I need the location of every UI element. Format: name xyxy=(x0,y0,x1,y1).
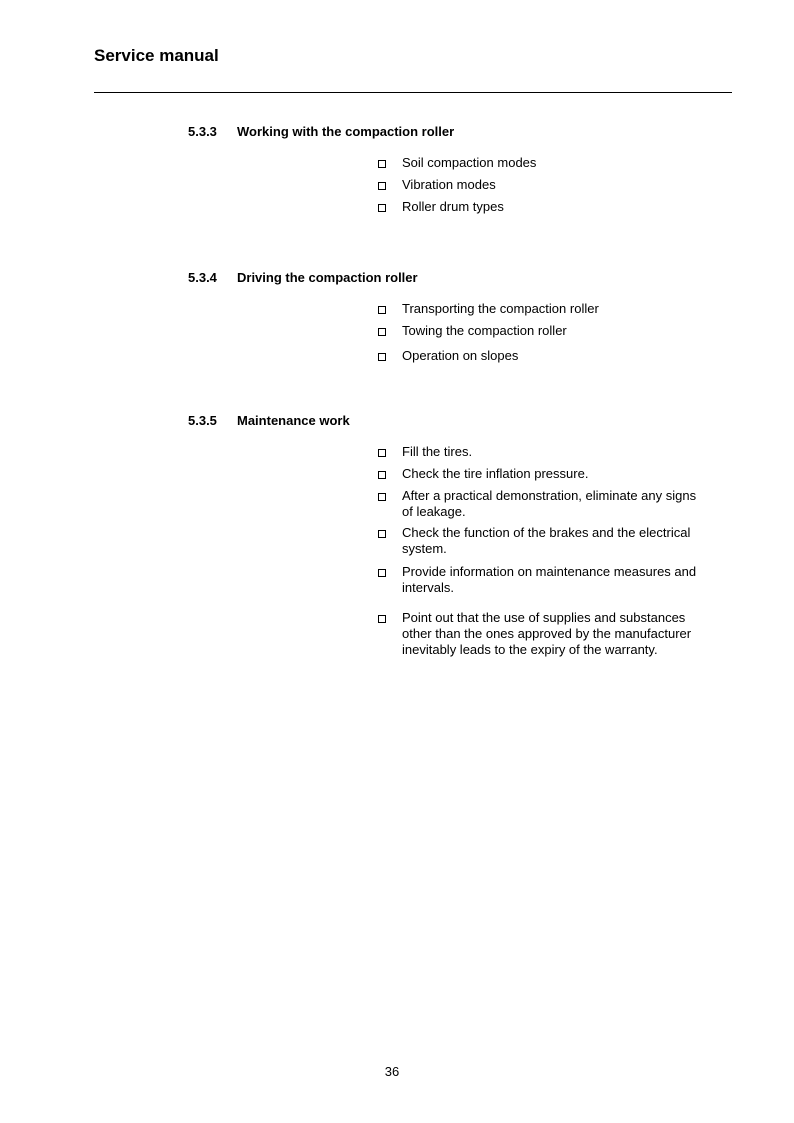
list-item-text: Point out that the use of supplies and substances other than the ones approved by the manufacturer inevitably leads to the expiry of the warranty. xyxy=(402,610,692,657)
checkbox-square-icon xyxy=(378,569,386,577)
list-item xyxy=(378,610,708,658)
section-heading xyxy=(188,413,350,428)
list-item-text: Roller drum types xyxy=(402,199,504,214)
list-item xyxy=(378,301,708,317)
checkbox-square-icon xyxy=(378,615,386,623)
list-item-text: Provide information on maintenance measures and intervals. xyxy=(402,564,697,595)
list-item-text: Operation on slopes xyxy=(402,348,519,363)
list-item xyxy=(378,323,708,339)
checkbox-square-icon xyxy=(378,306,386,314)
checkbox-square-icon xyxy=(378,449,386,457)
list-item-text: Transporting the compaction roller xyxy=(402,301,599,316)
checkbox-square-icon xyxy=(378,204,386,212)
page-number: 36 xyxy=(384,1064,400,1079)
list-item xyxy=(378,466,708,482)
list-item-text: Vibration modes xyxy=(402,177,496,192)
header-divider xyxy=(94,92,732,93)
list-item-text: Fill the tires. xyxy=(402,444,473,459)
section-number: 5.3.3 xyxy=(188,124,217,139)
checkbox-square-icon xyxy=(378,471,386,479)
list-item xyxy=(378,564,708,596)
checkbox-square-icon xyxy=(378,182,386,190)
section-title: Maintenance work xyxy=(237,413,350,428)
list-item xyxy=(378,488,708,520)
list-item xyxy=(378,525,708,557)
list-item xyxy=(378,177,708,193)
list-item xyxy=(378,155,708,171)
checkbox-square-icon xyxy=(378,160,386,168)
page-title: Service manual xyxy=(94,46,219,65)
section-number: 5.3.5 xyxy=(188,413,217,428)
checkbox-square-icon xyxy=(378,493,386,501)
list-item-text: Check the function of the brakes and the electrical system. xyxy=(402,525,691,556)
list-item xyxy=(378,348,708,364)
list-item-text: Towing the compaction roller xyxy=(402,323,567,338)
section-heading xyxy=(188,270,418,285)
list-item-text: After a practical demonstration, eliminate any signs of leakage. xyxy=(402,488,697,519)
section-title: Driving the compaction roller xyxy=(237,270,418,285)
section-title: Working with the compaction roller xyxy=(237,124,455,139)
section-number: 5.3.4 xyxy=(188,270,217,285)
section-heading xyxy=(188,124,454,139)
list-item-text: Check the tire inflation pressure. xyxy=(402,466,589,481)
list-item xyxy=(378,444,708,460)
list-item-text: Soil compaction modes xyxy=(402,155,537,170)
checkbox-square-icon xyxy=(378,530,386,538)
checkbox-square-icon xyxy=(378,328,386,336)
list-item xyxy=(378,199,708,215)
checkbox-square-icon xyxy=(378,353,386,361)
